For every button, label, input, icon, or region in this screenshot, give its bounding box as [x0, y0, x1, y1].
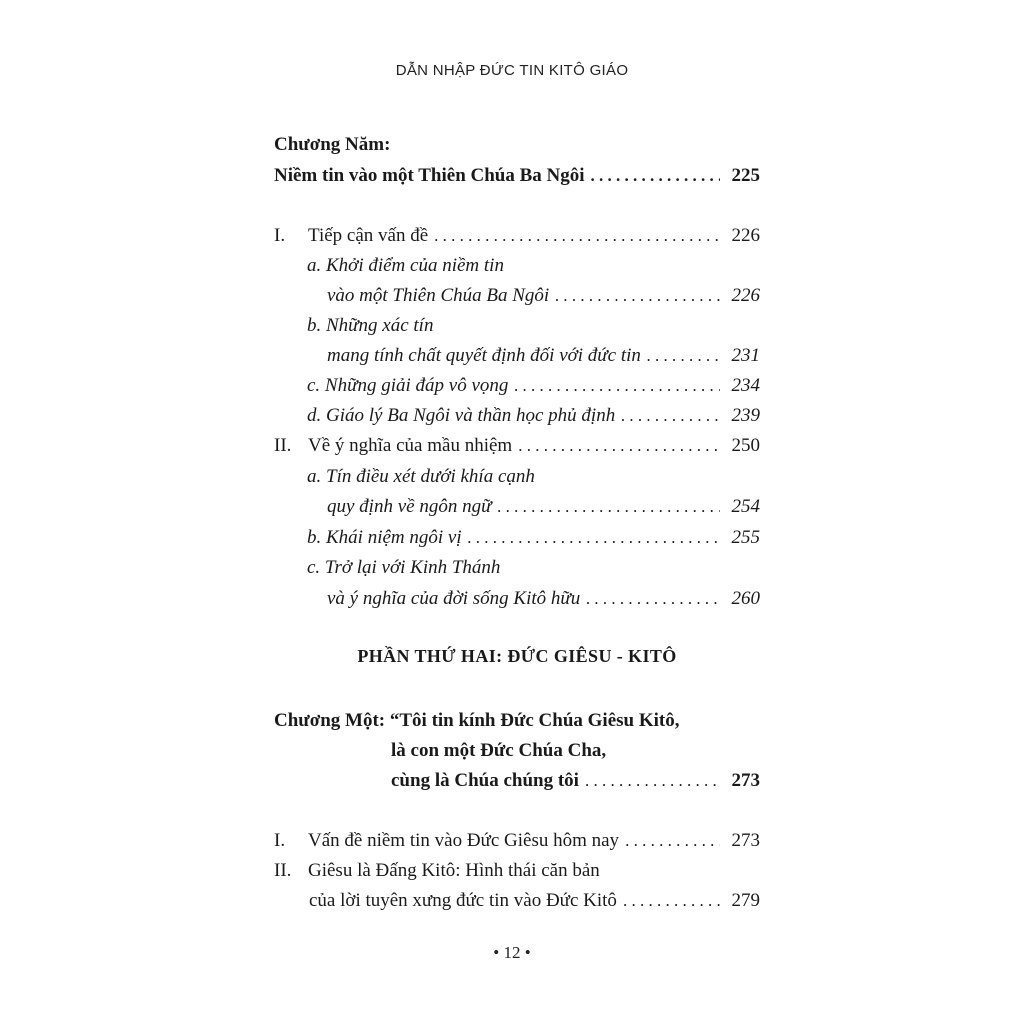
- dot-leader: [491, 492, 720, 522]
- toc-subentry: b. Những xác tín: [307, 315, 434, 336]
- chapter-title: Niềm tin vào một Thiên Chúa Ba Ngôi: [274, 165, 585, 186]
- section-number: II.: [274, 435, 292, 456]
- toc-subentry: vào một Thiên Chúa Ba Ngôi . . . 226: [327, 281, 760, 311]
- page-ref: 225: [731, 165, 760, 186]
- page-ref: 226: [731, 225, 760, 246]
- dot-leader: [641, 341, 720, 371]
- toc-subentry: a. Khởi điểm của niềm tin: [307, 255, 504, 276]
- toc-subentry: c. Những giải đáp vô vọng . . . 234: [307, 371, 760, 401]
- section-number: II.: [274, 860, 292, 881]
- toc-subentry: c. Trở lại với Kinh Thánh: [307, 557, 501, 578]
- running-header: DẪN NHẬP ĐỨC TIN KITÔ GIÁO: [395, 62, 629, 79]
- toc-entry-chapter-5: [274, 161, 760, 191]
- page-ref: 273: [731, 830, 760, 851]
- page-ref: 234: [731, 375, 760, 396]
- section-title: Giêsu là Đấng Kitô: Hình thái căn bản: [308, 860, 600, 881]
- page-ref: 231: [731, 345, 760, 366]
- toc-entry-section: [274, 856, 760, 886]
- dot-leader: [585, 161, 720, 191]
- page-ref: 273: [731, 770, 760, 791]
- toc-subentry: b. Khái niệm ngôi vị . . . 255: [307, 523, 760, 553]
- dot-leader: [619, 826, 720, 856]
- dot-leader: [462, 523, 720, 553]
- section-title: Vấn đề niềm tin vào Đức Giêsu hôm nay: [308, 830, 620, 851]
- dot-leader: [549, 281, 720, 311]
- page-ref: 250: [731, 435, 760, 456]
- dot-leader: [579, 766, 720, 796]
- page-number: • 12 •: [493, 943, 531, 962]
- section-number: I.: [274, 225, 286, 246]
- page-ref: 254: [731, 496, 760, 517]
- toc-entry-chapter-1: Chương Một: “Tôi tin kính Đức Chúa Giêsu Kitô,: [274, 710, 680, 731]
- dot-leader: [617, 886, 720, 916]
- dot-leader: [508, 371, 720, 401]
- toc-subentry: d. Giáo lý Ba Ngôi và thần học phủ định . . . 239: [307, 401, 760, 431]
- dot-leader: [428, 221, 720, 251]
- section-title: Về ý nghĩa của mầu nhiệm: [308, 435, 513, 456]
- toc-entry-section: [274, 221, 760, 251]
- toc-entry-section: [274, 431, 760, 461]
- chapter-title-cont: cùng là Chúa chúng tôi . . . 273: [391, 766, 760, 796]
- toc-subentry: và ý nghĩa của đời sống Kitô hữu . . . 260: [327, 584, 760, 614]
- page-ref: 226: [731, 285, 760, 306]
- toc-subentry: quy định về ngôn ngữ . . . 254: [327, 492, 760, 522]
- toc-entry-section: [274, 826, 760, 856]
- page-ref: 255: [731, 527, 760, 548]
- page-ref: 260: [731, 588, 760, 609]
- section-title: Tiếp cận vấn đề: [308, 225, 429, 246]
- part-title: PHẦN THỨ HAI: ĐỨC GIÊSU - KITÔ: [357, 646, 677, 666]
- page-ref: 279: [731, 890, 760, 911]
- chapter-label: Chương Năm:: [274, 134, 391, 155]
- dot-leader: [512, 431, 720, 461]
- section-number: I.: [274, 830, 286, 851]
- page-ref: 239: [731, 405, 760, 426]
- section-title-cont: của lời tuyên xưng đức tin vào Đức Kitô . . . 279: [309, 886, 760, 916]
- dot-leader: [580, 584, 720, 614]
- dot-leader: [615, 401, 720, 431]
- toc-subentry: mang tính chất quyết định đối với đức tin . . . 231: [327, 341, 760, 371]
- chapter-title-cont: là con một Đức Chúa Cha,: [391, 740, 607, 761]
- toc-subentry: a. Tín điều xét dưới khía cạnh: [307, 466, 535, 487]
